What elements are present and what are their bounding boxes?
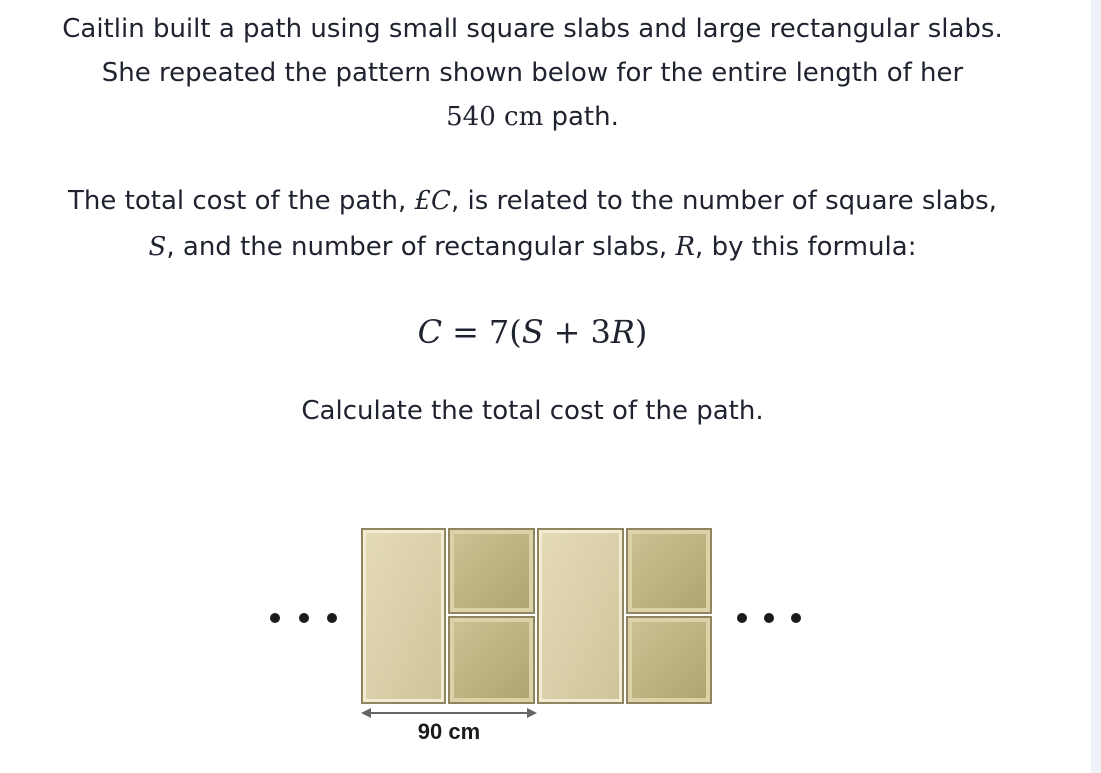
left-dot-2 xyxy=(299,613,309,623)
question-line-4 xyxy=(0,183,1065,219)
square-slab-top-1 xyxy=(448,528,535,614)
question-line-2: She repeated the pattern shown below for the entire length of her xyxy=(101,58,964,88)
path-length-rest: path. xyxy=(543,102,619,132)
instruction-text: Calculate the total cost of the path. xyxy=(301,396,764,426)
path-length-unit: cm xyxy=(504,102,544,132)
right-dot-1 xyxy=(737,613,747,623)
rectangular-slab-1 xyxy=(361,528,446,704)
question-line-5 xyxy=(0,229,1065,265)
width-label: 90 cm xyxy=(417,719,481,744)
formula-lhs: C xyxy=(417,313,443,351)
line5-text-mid: , and the number of rectangular slabs, xyxy=(166,232,676,262)
square-slab-bottom-2 xyxy=(626,616,712,704)
formula-three: 3 xyxy=(590,313,611,351)
path-length-value: 540 xyxy=(446,102,496,132)
question-line-1: Caitlin built a path using small square slabs and large rectangular slabs. xyxy=(62,14,1003,44)
variable-r: R xyxy=(675,232,696,262)
line4-text-after: , is related to the number of square slabs, xyxy=(450,186,997,216)
formula-equals: = xyxy=(452,313,479,351)
right-dot-3 xyxy=(791,613,801,623)
variable-s: S xyxy=(148,232,167,262)
slab-pattern-svg xyxy=(255,520,815,750)
line5-text-after: , by this formula: xyxy=(695,232,917,262)
left-dot-1 xyxy=(270,613,280,623)
right-edge-strip xyxy=(1091,0,1101,773)
formula-close: ) xyxy=(634,313,648,351)
formula-var-s: S xyxy=(521,313,544,351)
slab-pattern-diagram xyxy=(255,520,815,750)
formula-var-r: R xyxy=(610,313,635,351)
right-dot-2 xyxy=(764,613,774,623)
right-ellipsis xyxy=(737,613,801,623)
left-ellipsis xyxy=(270,613,337,623)
question-line-3 xyxy=(0,99,1065,135)
width-dimension-arrow xyxy=(361,708,537,718)
square-slab-top-2 xyxy=(626,528,712,614)
line4-text-before: The total cost of the path, xyxy=(68,186,415,216)
formula-plus: + xyxy=(553,313,581,351)
pound-sign: £ xyxy=(414,186,432,216)
left-dot-3 xyxy=(327,613,337,623)
rectangular-slab-2 xyxy=(537,528,624,704)
variable-c: C xyxy=(431,186,451,216)
formula-coefficient: 7( xyxy=(488,313,522,351)
cost-formula xyxy=(0,312,1065,352)
square-slab-bottom-1 xyxy=(448,616,535,704)
